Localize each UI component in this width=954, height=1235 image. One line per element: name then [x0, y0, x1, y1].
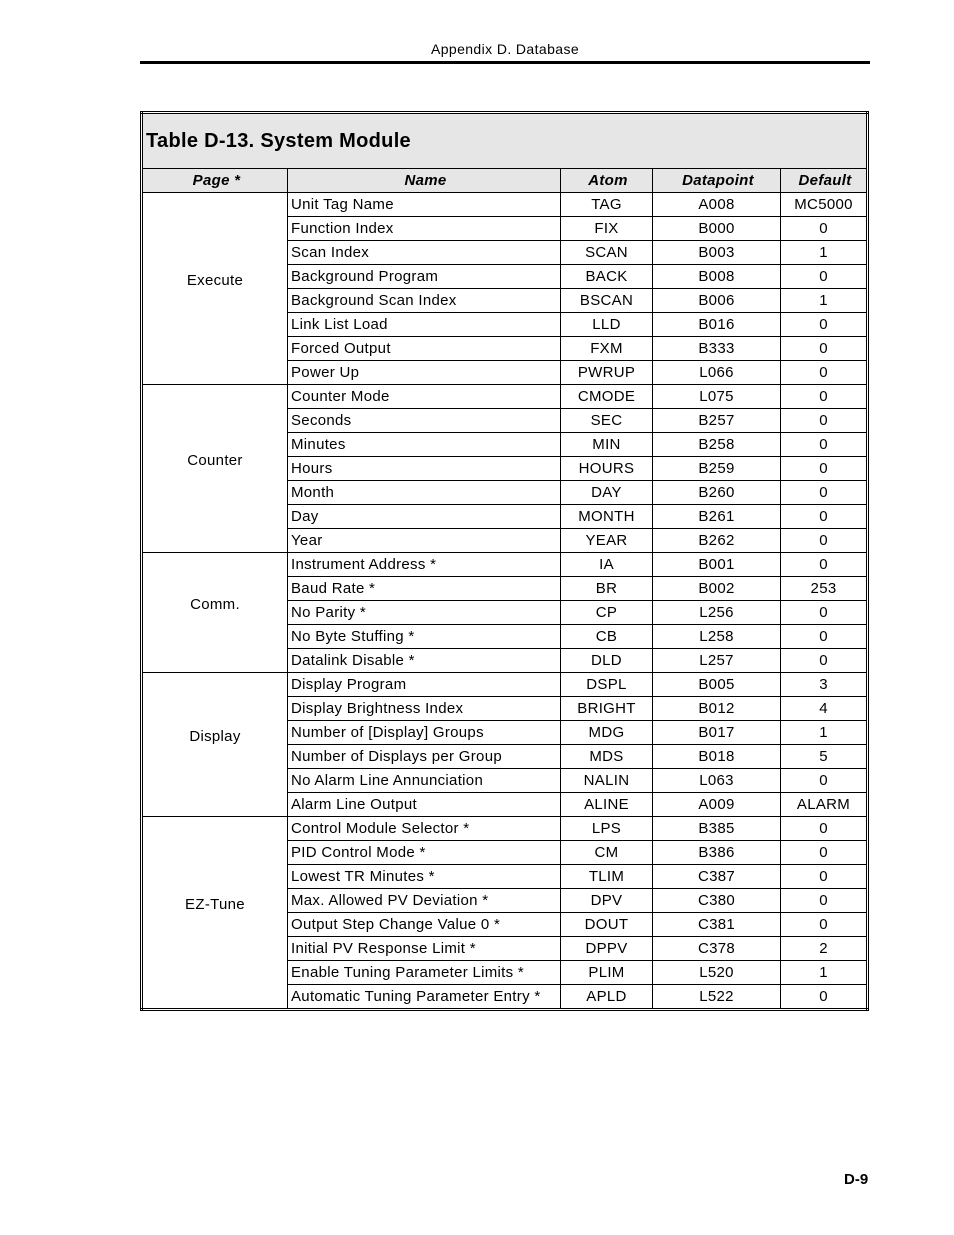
- default-cell: 0: [781, 985, 868, 1010]
- name-cell: Baud Rate *: [288, 577, 561, 601]
- default-cell: 0: [781, 505, 868, 529]
- default-cell: 2: [781, 937, 868, 961]
- atom-cell: TLIM: [561, 865, 653, 889]
- datapoint-cell: B257: [653, 409, 781, 433]
- atom-cell: IA: [561, 553, 653, 577]
- name-cell: No Byte Stuffing *: [288, 625, 561, 649]
- atom-cell: DPV: [561, 889, 653, 913]
- default-cell: 1: [781, 241, 868, 265]
- datapoint-cell: L522: [653, 985, 781, 1010]
- datapoint-cell: A008: [653, 193, 781, 217]
- atom-cell: SCAN: [561, 241, 653, 265]
- column-header-name: Name: [288, 169, 561, 193]
- datapoint-cell: L258: [653, 625, 781, 649]
- default-cell: 0: [781, 841, 868, 865]
- table-title: Table D-13. System Module: [142, 113, 868, 169]
- datapoint-cell: A009: [653, 793, 781, 817]
- datapoint-cell: B017: [653, 721, 781, 745]
- datapoint-cell: B005: [653, 673, 781, 697]
- default-cell: 1: [781, 721, 868, 745]
- table-body: [142, 193, 868, 1010]
- table-row: [142, 817, 868, 841]
- atom-cell: BR: [561, 577, 653, 601]
- default-cell: 1: [781, 289, 868, 313]
- default-cell: MC5000: [781, 193, 868, 217]
- atom-cell: SEC: [561, 409, 653, 433]
- system-module-table: [140, 111, 869, 1011]
- atom-cell: FXM: [561, 337, 653, 361]
- datapoint-cell: B262: [653, 529, 781, 553]
- atom-cell: CB: [561, 625, 653, 649]
- default-cell: 0: [781, 529, 868, 553]
- name-cell: Background Program: [288, 265, 561, 289]
- page-number: D-9: [844, 1171, 869, 1188]
- atom-cell: CMODE: [561, 385, 653, 409]
- page-group-cell: Display: [142, 673, 288, 817]
- name-cell: Datalink Disable *: [288, 649, 561, 673]
- default-cell: 5: [781, 745, 868, 769]
- datapoint-cell: B001: [653, 553, 781, 577]
- datapoint-cell: L066: [653, 361, 781, 385]
- atom-cell: CM: [561, 841, 653, 865]
- name-cell: Unit Tag Name: [288, 193, 561, 217]
- header-rule: [140, 61, 870, 64]
- datapoint-cell: L075: [653, 385, 781, 409]
- default-cell: 0: [781, 889, 868, 913]
- default-cell: ALARM: [781, 793, 868, 817]
- default-cell: 253: [781, 577, 868, 601]
- atom-cell: DSPL: [561, 673, 653, 697]
- datapoint-cell: B259: [653, 457, 781, 481]
- default-cell: 0: [781, 769, 868, 793]
- default-cell: 0: [781, 817, 868, 841]
- page-group-cell: EZ-Tune: [142, 817, 288, 1010]
- name-cell: Function Index: [288, 217, 561, 241]
- name-cell: Month: [288, 481, 561, 505]
- datapoint-cell: B385: [653, 817, 781, 841]
- atom-cell: BRIGHT: [561, 697, 653, 721]
- column-header-datapoint: Datapoint: [653, 169, 781, 193]
- default-cell: 0: [781, 433, 868, 457]
- atom-cell: PLIM: [561, 961, 653, 985]
- datapoint-cell: B261: [653, 505, 781, 529]
- name-cell: Power Up: [288, 361, 561, 385]
- default-cell: 0: [781, 361, 868, 385]
- name-cell: Day: [288, 505, 561, 529]
- table-row: [142, 385, 868, 409]
- atom-cell: DLD: [561, 649, 653, 673]
- page-group-cell: Comm.: [142, 553, 288, 673]
- table-row: [142, 673, 868, 697]
- name-cell: Lowest TR Minutes *: [288, 865, 561, 889]
- default-cell: 3: [781, 673, 868, 697]
- datapoint-cell: B386: [653, 841, 781, 865]
- table-header-row: [142, 169, 868, 193]
- atom-cell: MDS: [561, 745, 653, 769]
- atom-cell: LLD: [561, 313, 653, 337]
- name-cell: Display Program: [288, 673, 561, 697]
- name-cell: Max. Allowed PV Deviation *: [288, 889, 561, 913]
- name-cell: Minutes: [288, 433, 561, 457]
- table-row: [142, 193, 868, 217]
- name-cell: Counter Mode: [288, 385, 561, 409]
- default-cell: 0: [781, 553, 868, 577]
- name-cell: Control Module Selector *: [288, 817, 561, 841]
- default-cell: 0: [781, 313, 868, 337]
- default-cell: 0: [781, 457, 868, 481]
- name-cell: No Parity *: [288, 601, 561, 625]
- atom-cell: DAY: [561, 481, 653, 505]
- name-cell: Forced Output: [288, 337, 561, 361]
- default-cell: 0: [781, 217, 868, 241]
- default-cell: 0: [781, 265, 868, 289]
- name-cell: Hours: [288, 457, 561, 481]
- name-cell: Enable Tuning Parameter Limits *: [288, 961, 561, 985]
- default-cell: 0: [781, 601, 868, 625]
- datapoint-cell: L256: [653, 601, 781, 625]
- default-cell: 1: [781, 961, 868, 985]
- datapoint-cell: L063: [653, 769, 781, 793]
- datapoint-cell: B260: [653, 481, 781, 505]
- default-cell: 0: [781, 625, 868, 649]
- table-row: [142, 553, 868, 577]
- default-cell: 0: [781, 337, 868, 361]
- atom-cell: DPPV: [561, 937, 653, 961]
- datapoint-cell: B333: [653, 337, 781, 361]
- datapoint-cell: L520: [653, 961, 781, 985]
- default-cell: 0: [781, 865, 868, 889]
- name-cell: No Alarm Line Annunciation: [288, 769, 561, 793]
- datapoint-cell: C381: [653, 913, 781, 937]
- name-cell: Display Brightness Index: [288, 697, 561, 721]
- default-cell: 0: [781, 409, 868, 433]
- atom-cell: APLD: [561, 985, 653, 1010]
- default-cell: 0: [781, 481, 868, 505]
- datapoint-cell: B018: [653, 745, 781, 769]
- running-head: Appendix D. Database: [430, 41, 580, 57]
- datapoint-cell: B003: [653, 241, 781, 265]
- datapoint-cell: C380: [653, 889, 781, 913]
- name-cell: Initial PV Response Limit *: [288, 937, 561, 961]
- atom-cell: BSCAN: [561, 289, 653, 313]
- atom-cell: DOUT: [561, 913, 653, 937]
- column-header-atom: Atom: [561, 169, 653, 193]
- atom-cell: NALIN: [561, 769, 653, 793]
- name-cell: Output Step Change Value 0 *: [288, 913, 561, 937]
- atom-cell: FIX: [561, 217, 653, 241]
- atom-cell: BACK: [561, 265, 653, 289]
- datapoint-cell: L257: [653, 649, 781, 673]
- atom-cell: ALINE: [561, 793, 653, 817]
- atom-cell: MDG: [561, 721, 653, 745]
- name-cell: Instrument Address *: [288, 553, 561, 577]
- atom-cell: LPS: [561, 817, 653, 841]
- atom-cell: YEAR: [561, 529, 653, 553]
- name-cell: PID Control Mode *: [288, 841, 561, 865]
- datapoint-cell: C378: [653, 937, 781, 961]
- default-cell: 0: [781, 649, 868, 673]
- name-cell: Number of [Display] Groups: [288, 721, 561, 745]
- name-cell: Alarm Line Output: [288, 793, 561, 817]
- name-cell: Year: [288, 529, 561, 553]
- atom-cell: PWRUP: [561, 361, 653, 385]
- datapoint-cell: B012: [653, 697, 781, 721]
- default-cell: 0: [781, 913, 868, 937]
- datapoint-cell: B006: [653, 289, 781, 313]
- name-cell: Background Scan Index: [288, 289, 561, 313]
- atom-cell: TAG: [561, 193, 653, 217]
- atom-cell: HOURS: [561, 457, 653, 481]
- datapoint-cell: B008: [653, 265, 781, 289]
- table-title-row: [142, 113, 868, 169]
- datapoint-cell: B002: [653, 577, 781, 601]
- datapoint-cell: B000: [653, 217, 781, 241]
- atom-cell: MONTH: [561, 505, 653, 529]
- column-header-default: Default: [781, 169, 868, 193]
- name-cell: Link List Load: [288, 313, 561, 337]
- atom-cell: MIN: [561, 433, 653, 457]
- column-header-page: Page *: [142, 169, 288, 193]
- default-cell: 0: [781, 385, 868, 409]
- name-cell: Scan Index: [288, 241, 561, 265]
- name-cell: Number of Displays per Group: [288, 745, 561, 769]
- system-module-table-container: [140, 111, 866, 1011]
- datapoint-cell: B258: [653, 433, 781, 457]
- datapoint-cell: C387: [653, 865, 781, 889]
- atom-cell: CP: [561, 601, 653, 625]
- page-group-cell: Execute: [142, 193, 288, 385]
- default-cell: 4: [781, 697, 868, 721]
- name-cell: Automatic Tuning Parameter Entry *: [288, 985, 561, 1010]
- name-cell: Seconds: [288, 409, 561, 433]
- page-group-cell: Counter: [142, 385, 288, 553]
- datapoint-cell: B016: [653, 313, 781, 337]
